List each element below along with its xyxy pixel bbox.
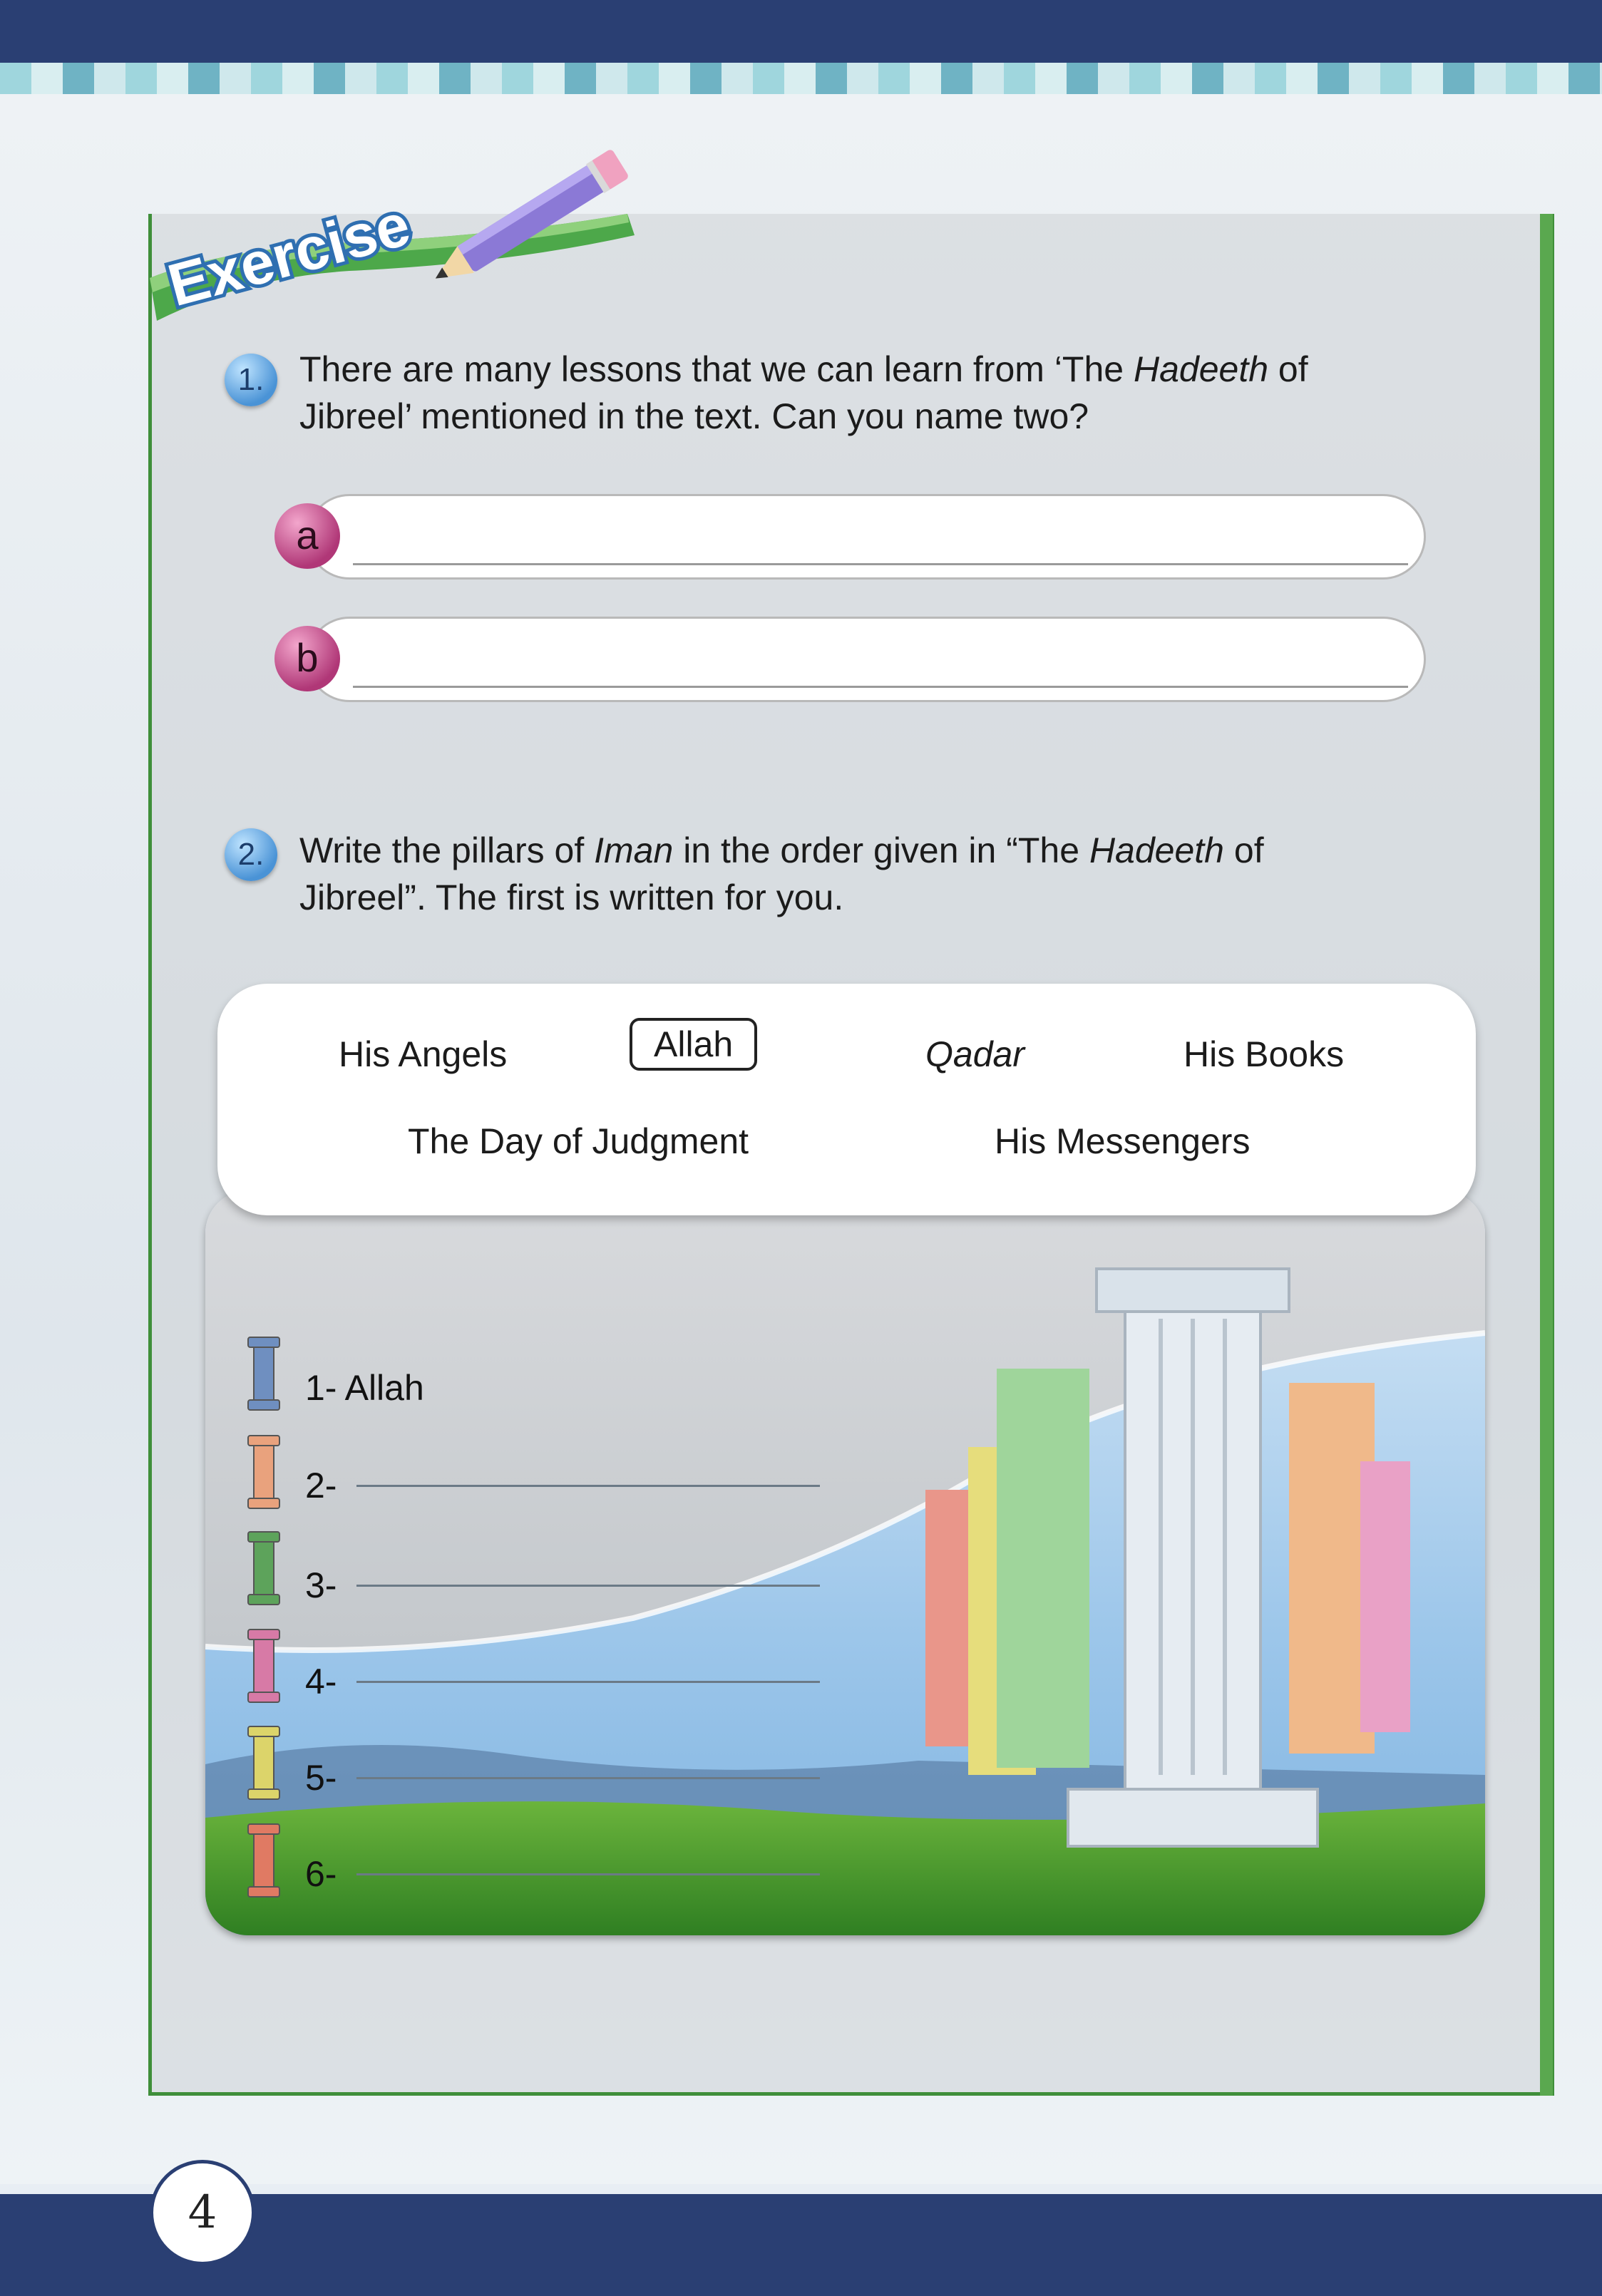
word-bank: [217, 984, 1476, 1215]
question-1-text: [299, 346, 1483, 440]
scene-pillar-green: [997, 1369, 1089, 1768]
pillar-answer-line-6[interactable]: [356, 1873, 820, 1875]
question-2-line-1: Write the pillars of Iman in the order given in “The Hadeeth of: [299, 830, 1264, 870]
checker-strip: [0, 63, 1602, 94]
question-1-number: 1.: [225, 354, 277, 406]
frame-edge: [1540, 214, 1553, 2096]
pillar-icon-1: [242, 1334, 285, 1413]
question-2-text: [299, 827, 1483, 921]
word-day-of-judgment: The Day of Judgment: [408, 1121, 749, 1161]
question-2-line-2: Jibreel”. The first is written for you.: [299, 877, 844, 917]
word-his-messengers: His Messengers: [995, 1121, 1251, 1161]
pillar-item-4: 4-: [305, 1662, 337, 1702]
pillar-answer-line-4[interactable]: [356, 1681, 820, 1683]
answer-label-b: b: [274, 626, 340, 691]
answer-field-a[interactable]: [307, 494, 1426, 580]
pillar-icon-6: [242, 1821, 285, 1900]
answer-line-b: [353, 686, 1408, 688]
scene-pillar-red: [925, 1490, 975, 1746]
top-band: [0, 0, 1602, 63]
scene-pillar-pink: [1360, 1461, 1410, 1732]
pillar-icon-2: [242, 1433, 285, 1511]
pillar-item-2: 2-: [305, 1466, 337, 1505]
word-allah-highlighted: Allah: [630, 1018, 757, 1071]
pillar-item-6: 6-: [305, 1854, 337, 1894]
pillar-icon-3: [242, 1529, 285, 1607]
page-number: 4: [150, 2160, 255, 2265]
pillar-icon-5: [242, 1724, 285, 1802]
pillar-answer-line-3[interactable]: [356, 1585, 820, 1587]
question-2-number: 2.: [225, 828, 277, 881]
question-1-line-1: There are many lessons that we can learn from ‘The Hadeeth of: [299, 349, 1308, 389]
pillar-answer-line-2[interactable]: [356, 1485, 820, 1487]
pillar-answer-line-5[interactable]: [356, 1777, 820, 1779]
word-qadar: Qadar: [925, 1034, 1025, 1074]
pillar-item-3: 3-: [305, 1565, 337, 1605]
pillar-item-5: 5-: [305, 1758, 337, 1798]
pillar-icon-4: [242, 1627, 285, 1705]
pillars-scene: [205, 1190, 1485, 1935]
word-his-angels: His Angels: [339, 1034, 508, 1074]
answer-line-a: [353, 563, 1408, 565]
answer-field-b[interactable]: [307, 617, 1426, 702]
exercise-title: Exercise: [161, 190, 417, 319]
answer-label-a: a: [274, 503, 340, 569]
word-his-books: His Books: [1183, 1034, 1345, 1074]
exercise-banner: [135, 143, 649, 328]
pillar-item-1: 1- Allah: [305, 1368, 424, 1408]
question-1-line-2: Jibreel’ mentioned in the text. Can you name two?: [299, 396, 1089, 436]
